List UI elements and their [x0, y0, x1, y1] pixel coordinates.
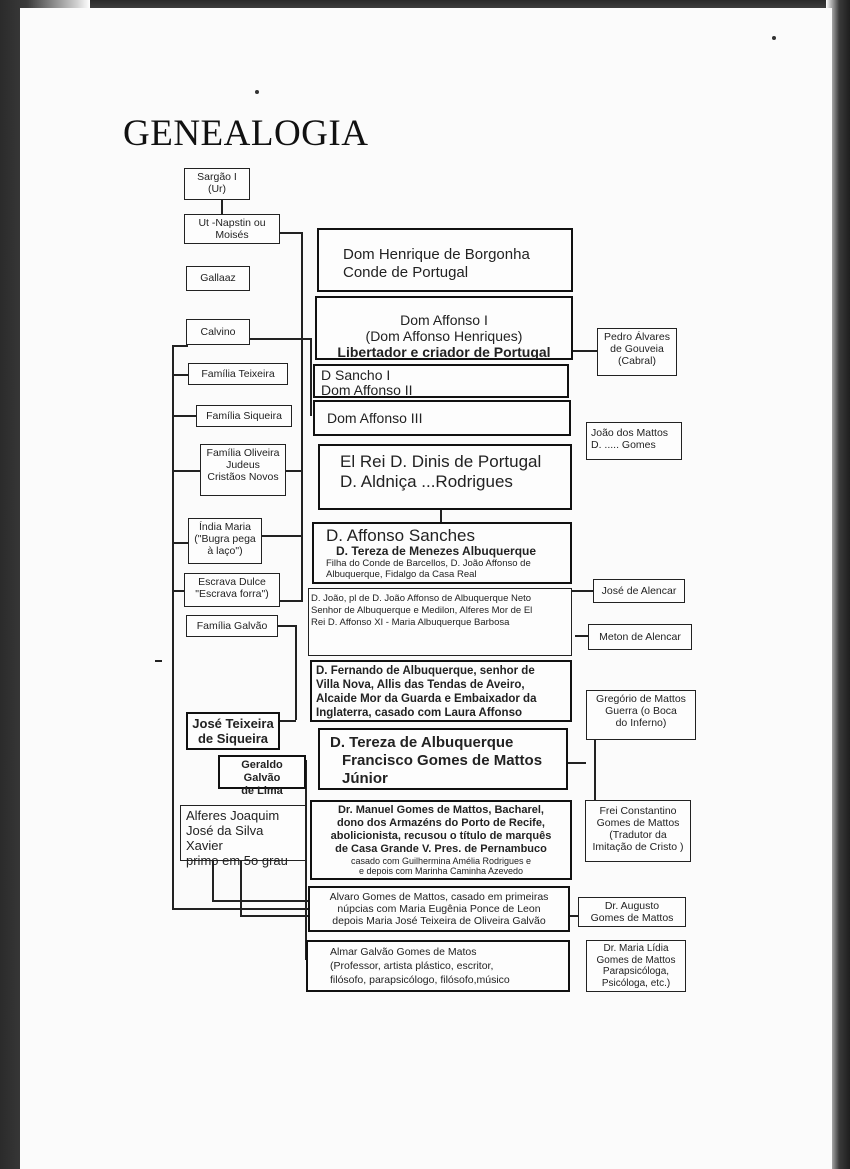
box-line: (Tradutor da: [609, 829, 667, 841]
connector-line: [278, 625, 296, 627]
box-line: Gallaaz: [200, 272, 236, 284]
box-line: Filha do Conde de Barcellos, D. João Affonso de: [326, 558, 531, 569]
box-line: Dom Affonso III: [327, 410, 423, 426]
page-title: GENEALOGIA: [123, 113, 369, 154]
box-line: Família Galvão: [196, 620, 268, 632]
box-line: (Ur): [207, 183, 227, 195]
box-line: (Dom Affonso Henriques): [365, 328, 523, 344]
connector-line: [280, 720, 296, 722]
box-line: Meton de Alencar: [599, 631, 681, 643]
box-line: dono dos Armazéns do Porto de Recife,: [336, 817, 545, 829]
box-line: Gomes de Mattos: [596, 954, 676, 966]
box-line: Pedro Álvares: [604, 331, 670, 343]
box-familia-galvao: [186, 615, 278, 637]
tick-mark: [155, 660, 162, 662]
connector-line: [310, 338, 312, 416]
connector-line: [570, 350, 598, 352]
box-line: D. Affonso Sanches: [326, 526, 476, 545]
box-line: Judeus: [226, 459, 260, 471]
box-line: Dom Affonso I: [400, 312, 488, 328]
connector-line: [240, 860, 242, 915]
box-gregorio: [586, 690, 696, 740]
box-line: Gregório de Mattos: [596, 693, 686, 705]
box-line: Francisco Gomes de Mattos: [342, 752, 543, 769]
box-line: de Casa Grande V. Pres. de Pernambuco: [335, 843, 547, 855]
box-line: núpcias com Maria Eugênia Ponce de Leon: [337, 903, 541, 915]
box-almar: [306, 940, 570, 992]
box-line: José Teixeira: [192, 716, 274, 731]
box-line: ("Bugra pega: [194, 533, 256, 545]
box-sancho: [313, 364, 569, 398]
box-line: D. Tereza de Albuquerque: [330, 734, 514, 751]
box-line: D. ..... Gomes: [591, 439, 656, 451]
box-line: El Rei D. Dinis de Portugal: [340, 452, 542, 471]
box-line: Almar Galvão Gomes de Matos: [330, 946, 477, 958]
connector-line: [572, 590, 594, 592]
box-line: Rei D. Affonso XI - Maria Albuquerque Barbosa: [311, 617, 510, 628]
connector-line: [172, 470, 200, 472]
box-line: Geraldo Galvão: [241, 759, 283, 784]
box-fernando: [310, 660, 572, 722]
connector-line: [212, 900, 308, 902]
box-line: Conde de Portugal: [343, 264, 469, 281]
box-line: Senhor de Albuquerque e Medilon, Alferes Mor de El: [311, 605, 533, 616]
box-line: Escrava Dulce: [198, 576, 266, 588]
box-pedro: [597, 328, 677, 376]
box-familia-oliveira: [200, 444, 286, 496]
connector-line: [172, 590, 184, 592]
box-line: Família Teixeira: [201, 368, 275, 380]
box-line: Júnior: [342, 770, 388, 787]
box-line: D. João, pl de D. João Affonso de Albuquerque Neto: [311, 593, 532, 604]
box-henrique: [317, 228, 573, 292]
box-line: João dos Mattos: [591, 427, 669, 439]
box-line: Alferes Joaquim: [186, 808, 280, 823]
box-sargao: [184, 168, 250, 200]
box-line: Villa Nova, Allis das Tendas de Aveiro,: [316, 679, 525, 691]
box-line: Inglaterra, casado com Laura Affonso: [316, 707, 522, 719]
box-alferes: [180, 805, 306, 868]
box-line: Dr. Augusto: [604, 900, 660, 912]
connector-line: [295, 625, 297, 720]
box-line: Calvino: [200, 326, 236, 338]
box-line: do Inferno): [615, 717, 667, 729]
box-line: Índia Maria: [199, 521, 251, 533]
connector-line: [594, 740, 596, 800]
connector-line: [172, 542, 188, 544]
box-line: Parapsicóloga,: [602, 966, 670, 977]
box-line: Imitação de Cristo ): [592, 841, 684, 853]
connector-line: [280, 232, 302, 234]
box-line: abolicionista, recusou o título de marquês: [330, 830, 552, 842]
box-line: Ut -Napstin ou: [198, 217, 266, 229]
connector-line: [172, 345, 188, 347]
box-line: Frei Constantino: [599, 805, 677, 817]
box-line: Gomes de Mattos: [596, 817, 680, 829]
box-joao: [308, 588, 572, 656]
box-line: Libertador e criador de Portugal: [337, 344, 551, 360]
connector-line: [172, 374, 188, 376]
box-geraldo-galvao: [218, 755, 306, 797]
box-line: casado com Guilhermina Amélia Rodrigues e: [350, 856, 532, 866]
connector-line: [285, 470, 301, 472]
box-manuel: [310, 800, 572, 880]
box-calvino: [186, 319, 250, 345]
box-gallaaz: [186, 266, 250, 291]
box-line: e depois com Marinha Caminha Azevedo: [358, 866, 524, 876]
connector-line: [172, 345, 174, 910]
box-line: Alvaro Gomes de Mattos, casado em primeiras: [329, 891, 549, 903]
box-line: (Professor, artista plástico, escritor,: [330, 960, 494, 972]
connector-line: [260, 535, 302, 537]
box-familia-teixeira: [188, 363, 288, 385]
box-line: D. Fernando de Albuquerque, senhor de: [316, 665, 535, 677]
box-line: Dr. Manuel Gomes de Mattos, Bacharel,: [337, 804, 544, 816]
box-line: (Cabral): [618, 355, 656, 367]
box-ut-napstin: [184, 214, 280, 244]
box-line: José da Silva Xavier: [186, 823, 264, 853]
box-affonso-iii: [313, 400, 571, 436]
box-line: D. Aldniça ...Rodrigues: [340, 472, 513, 491]
box-line: filósofo, parapsicólogo, filósofo,músico: [330, 974, 510, 986]
box-dinis: [318, 444, 572, 510]
box-tereza: [318, 728, 568, 790]
box-line: Dr. Maria Lídia: [603, 943, 669, 954]
box-line: Dom Henrique de Borgonha: [343, 246, 530, 263]
box-familia-siqueira: [196, 405, 292, 427]
box-jose-alencar: [593, 579, 685, 603]
box-line: Gomes de Mattos: [590, 912, 674, 924]
box-line: Guerra (o Boca: [605, 705, 677, 717]
box-frei: [585, 800, 691, 862]
box-jose-teixeira: [186, 712, 280, 750]
box-line: depois Maria José Teixeira de Oliveira Galvão: [332, 915, 546, 927]
connector-line: [240, 915, 308, 917]
box-line: D Sancho I: [321, 367, 391, 383]
box-line: Sargão I: [197, 171, 237, 183]
box-line: à laço"): [207, 545, 243, 557]
connector-line: [575, 635, 589, 637]
box-maria-lidia: [586, 940, 686, 992]
connector-line: [440, 510, 442, 522]
box-india-maria: [188, 518, 262, 564]
box-line: "Escrava forra"): [195, 588, 269, 600]
connector-line: [301, 232, 303, 602]
box-joao-mattos: [586, 422, 682, 460]
box-line: Família Siqueira: [206, 410, 282, 422]
box-line: Cristãos Novos: [207, 471, 279, 483]
box-line: D. Tereza de Menezes Albuquerque: [336, 544, 537, 558]
speck: [255, 90, 259, 94]
box-line: Psicóloga, etc.): [601, 977, 671, 989]
box-line: Alcaide Mor da Guarda e Embaixador da: [316, 693, 537, 705]
box-escrava-dulce: [184, 573, 280, 607]
box-line: Albuquerque, Fidalgo da Casa Real: [326, 569, 477, 580]
box-line: Dom Affonso II: [321, 382, 413, 398]
box-line: de Lima: [241, 785, 283, 797]
box-affonso-i: [315, 296, 573, 360]
box-line: Família Oliveira: [206, 447, 280, 459]
connector-line: [172, 415, 196, 417]
box-line: primo em 5o grau: [186, 853, 288, 868]
box-line: Moisés: [215, 229, 249, 241]
connector-line: [280, 600, 302, 602]
box-line: José de Alencar: [601, 585, 677, 597]
box-line: de Gouveia: [610, 343, 664, 355]
box-alvaro: [308, 886, 570, 932]
speck: [772, 36, 776, 40]
box-line: de Siqueira: [197, 731, 269, 746]
connector-line: [250, 338, 310, 340]
box-affonso-sanches: [312, 522, 572, 584]
box-meton: [588, 624, 692, 650]
box-augusto: [578, 897, 686, 927]
